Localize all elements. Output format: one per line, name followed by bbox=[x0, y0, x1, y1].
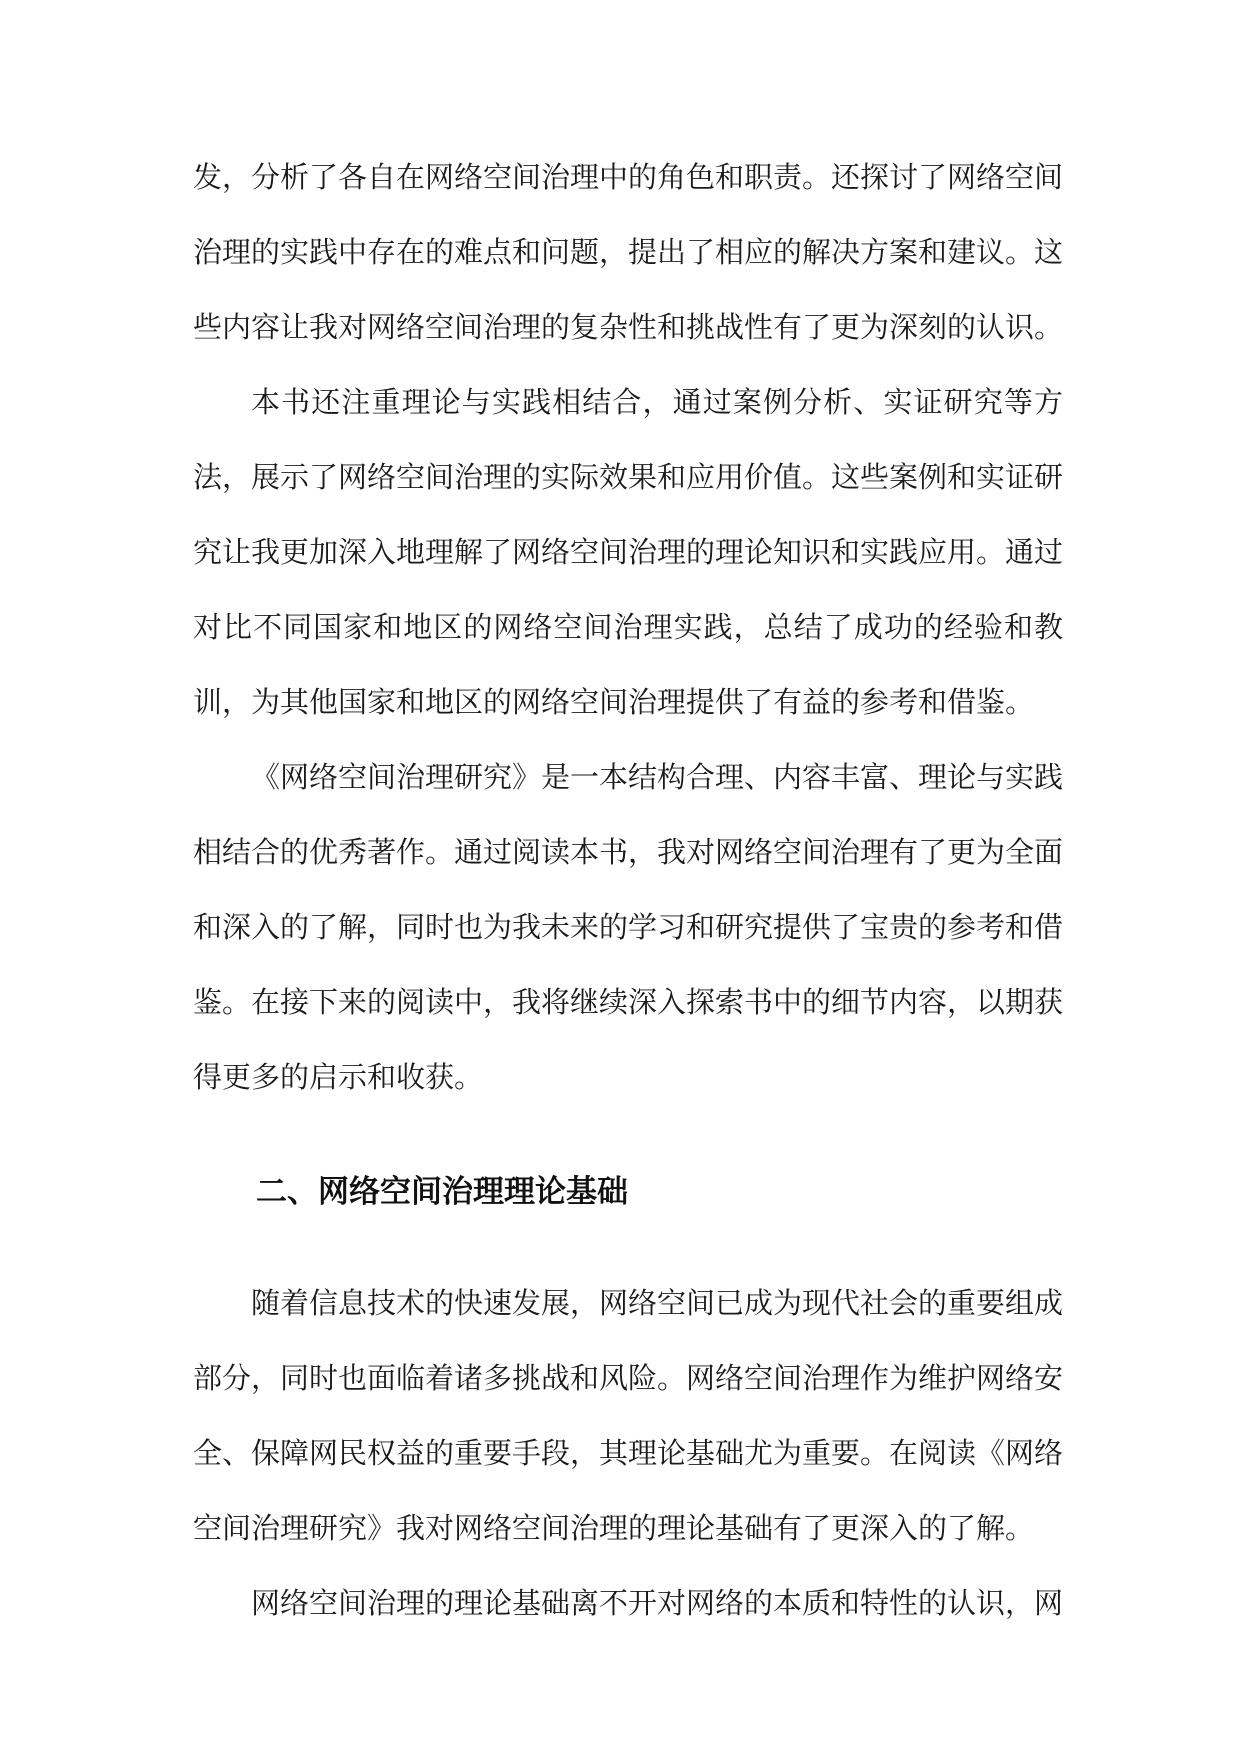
document-body bbox=[193, 140, 1063, 1641]
paragraph-section-intro: 随着信息技术的快速发展，网络空间已成为现代社会的重要组成部分，同时也面临着诸多挑战和风险。网络空间治理作为维护网络安全、保障网民权益的重要手段，其理论基础尤为重要。在阅读《网络空间治理研究》我对网络空间治理的理论基础有了更深入的了解。 bbox=[193, 1286, 1064, 1545]
paragraph-book-summary: 《网络空间治理研究》是一本结构合理、内容丰富、理论与实践相结合的优秀著作。通过阅读本书，我对网络空间治理有了更为全面和深入的了解，同时也为我未来的学习和研究提供了宝贵的参考和借鉴。在接下来的阅读中，我将继续深入探索书中的细节内容，以期获得更多的启示和收获。 bbox=[193, 760, 1064, 1094]
paragraph-theory-practice: 本书还注重理论与实践相结合，通过案例分析、实证研究等方法，展示了网络空间治理的实际效果和应用价值。这些案例和实证研究让我更加深入地理解了网络空间治理的理论知识和实践应用。通过对比不同国家和地区的网络空间治理实践，总结了成功的经验和教训，为其他国家和地区的网络空间治理提供了有益的参考和借鉴。 bbox=[193, 385, 1064, 719]
paragraph-section-continued: 网络空间治理的理论基础离不开对网络的本质和特性的认识，网 bbox=[251, 1586, 1064, 1620]
section-heading: 二、网络空间治理理论基础 bbox=[256, 1174, 628, 1210]
paragraph-continued: 发，分析了各自在网络空间治理中的角色和职责。还探讨了网络空间治理的实践中存在的难点和问题，提出了相应的解决方案和建议。这些内容让我对网络空间治理的复杂性和挑战性有了更为深刻的认识。 bbox=[193, 160, 1064, 344]
